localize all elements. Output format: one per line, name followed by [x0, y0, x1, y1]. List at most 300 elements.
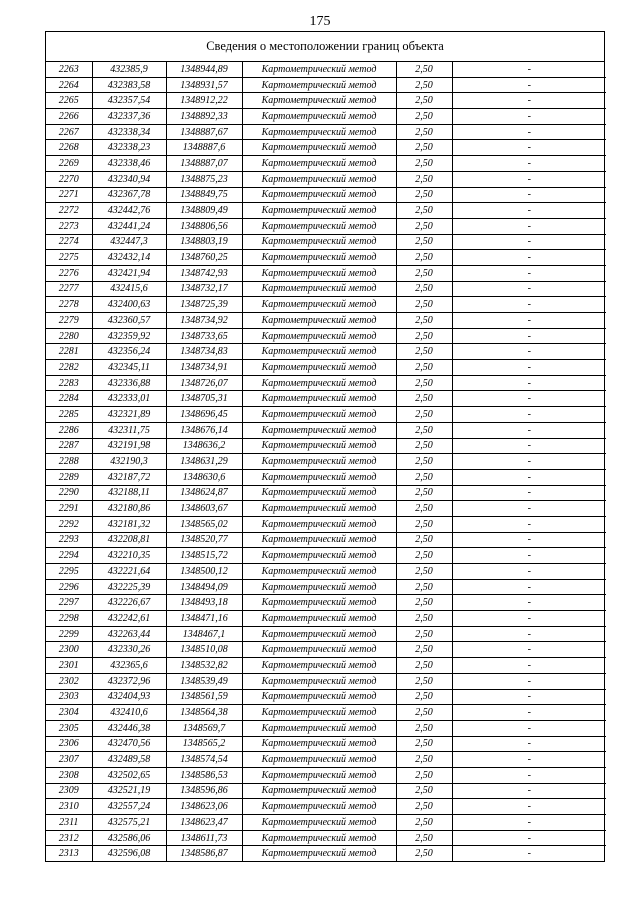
- method-cell: Картометрический метод: [242, 532, 396, 548]
- description-cell: -: [452, 720, 606, 736]
- table-row: [46, 532, 606, 548]
- point-number-cell: 2301: [46, 658, 92, 674]
- accuracy-cell: 2,50: [396, 281, 452, 297]
- y-coordinate-cell: 1348565,2: [166, 736, 242, 752]
- method-cell: Картометрический метод: [242, 736, 396, 752]
- y-coordinate-cell: 1348574,54: [166, 752, 242, 768]
- accuracy-cell: 2,50: [396, 642, 452, 658]
- accuracy-cell: 2,50: [396, 767, 452, 783]
- accuracy-cell: 2,50: [396, 422, 452, 438]
- accuracy-cell: 2,50: [396, 626, 452, 642]
- accuracy-cell: 2,50: [396, 579, 452, 595]
- method-cell: Картометрический метод: [242, 469, 396, 485]
- y-coordinate-cell: 1348520,77: [166, 532, 242, 548]
- description-cell: -: [452, 611, 606, 627]
- y-coordinate-cell: 1348875,23: [166, 171, 242, 187]
- point-number-cell: 2311: [46, 815, 92, 831]
- point-number-cell: 2284: [46, 391, 92, 407]
- y-coordinate-cell: 1348696,45: [166, 407, 242, 423]
- point-number-cell: 2276: [46, 265, 92, 281]
- accuracy-cell: 2,50: [396, 328, 452, 344]
- y-coordinate-cell: 1348887,67: [166, 124, 242, 140]
- point-number-cell: 2269: [46, 156, 92, 172]
- y-coordinate-cell: 1348611,73: [166, 830, 242, 846]
- description-cell: -: [452, 799, 606, 815]
- method-cell: Картометрический метод: [242, 265, 396, 281]
- method-cell: Картометрический метод: [242, 642, 396, 658]
- method-cell: Картометрический метод: [242, 595, 396, 611]
- table-row: [46, 469, 606, 485]
- description-cell: -: [452, 516, 606, 532]
- x-coordinate-cell: 432340,94: [92, 171, 166, 187]
- table-row: [46, 799, 606, 815]
- accuracy-cell: 2,50: [396, 454, 452, 470]
- accuracy-cell: 2,50: [396, 265, 452, 281]
- point-number-cell: 2296: [46, 579, 92, 595]
- y-coordinate-cell: 1348532,82: [166, 658, 242, 674]
- accuracy-cell: 2,50: [396, 140, 452, 156]
- point-number-cell: 2283: [46, 375, 92, 391]
- point-number-cell: 2266: [46, 109, 92, 125]
- method-cell: Картометрический метод: [242, 626, 396, 642]
- y-coordinate-cell: 1348887,07: [166, 156, 242, 172]
- y-coordinate-cell: 1348565,02: [166, 516, 242, 532]
- accuracy-cell: 2,50: [396, 297, 452, 313]
- point-number-cell: 2280: [46, 328, 92, 344]
- x-coordinate-cell: 432586,06: [92, 830, 166, 846]
- accuracy-cell: 2,50: [396, 705, 452, 721]
- description-cell: -: [452, 815, 606, 831]
- description-cell: -: [452, 124, 606, 140]
- accuracy-cell: 2,50: [396, 548, 452, 564]
- method-cell: Картометрический метод: [242, 516, 396, 532]
- y-coordinate-cell: 1348742,93: [166, 265, 242, 281]
- point-number-cell: 2302: [46, 673, 92, 689]
- accuracy-cell: 2,50: [396, 187, 452, 203]
- accuracy-cell: 2,50: [396, 234, 452, 250]
- accuracy-cell: 2,50: [396, 438, 452, 454]
- table-row: [46, 752, 606, 768]
- x-coordinate-cell: 432210,35: [92, 548, 166, 564]
- description-cell: -: [452, 579, 606, 595]
- y-coordinate-cell: 1348676,14: [166, 422, 242, 438]
- table-row: [46, 516, 606, 532]
- y-coordinate-cell: 1348809,49: [166, 203, 242, 219]
- method-cell: Картометрический метод: [242, 438, 396, 454]
- accuracy-cell: 2,50: [396, 171, 452, 187]
- method-cell: Картометрический метод: [242, 187, 396, 203]
- method-cell: Картометрический метод: [242, 673, 396, 689]
- method-cell: Картометрический метод: [242, 752, 396, 768]
- y-coordinate-cell: 1348539,49: [166, 673, 242, 689]
- table-row: [46, 360, 606, 376]
- x-coordinate-cell: 432187,72: [92, 469, 166, 485]
- description-cell: -: [452, 250, 606, 266]
- y-coordinate-cell: 1348760,25: [166, 250, 242, 266]
- point-number-cell: 2270: [46, 171, 92, 187]
- table-row: [46, 203, 606, 219]
- point-number-cell: 2289: [46, 469, 92, 485]
- x-coordinate-cell: 432557,24: [92, 799, 166, 815]
- y-coordinate-cell: 1348944,89: [166, 62, 242, 77]
- table-row: [46, 720, 606, 736]
- y-coordinate-cell: 1348725,39: [166, 297, 242, 313]
- point-number-cell: 2297: [46, 595, 92, 611]
- method-cell: Картометрический метод: [242, 203, 396, 219]
- accuracy-cell: 2,50: [396, 375, 452, 391]
- y-coordinate-cell: 1348569,7: [166, 720, 242, 736]
- table-row: [46, 815, 606, 831]
- table-row: [46, 767, 606, 783]
- y-coordinate-cell: 1348624,87: [166, 485, 242, 501]
- y-coordinate-cell: 1348726,07: [166, 375, 242, 391]
- table-row: [46, 595, 606, 611]
- method-cell: Картометрический метод: [242, 313, 396, 329]
- accuracy-cell: 2,50: [396, 564, 452, 580]
- accuracy-cell: 2,50: [396, 360, 452, 376]
- x-coordinate-cell: 432181,32: [92, 516, 166, 532]
- accuracy-cell: 2,50: [396, 407, 452, 423]
- accuracy-cell: 2,50: [396, 109, 452, 125]
- description-cell: -: [452, 422, 606, 438]
- table-row: [46, 234, 606, 250]
- method-cell: Картометрический метод: [242, 93, 396, 109]
- accuracy-cell: 2,50: [396, 77, 452, 93]
- x-coordinate-cell: 432242,61: [92, 611, 166, 627]
- description-cell: -: [452, 469, 606, 485]
- point-number-cell: 2274: [46, 234, 92, 250]
- point-number-cell: 2271: [46, 187, 92, 203]
- accuracy-cell: 2,50: [396, 846, 452, 861]
- description-cell: -: [452, 234, 606, 250]
- x-coordinate-cell: 432180,86: [92, 501, 166, 517]
- table-row: [46, 501, 606, 517]
- point-number-cell: 2305: [46, 720, 92, 736]
- point-number-cell: 2309: [46, 783, 92, 799]
- accuracy-cell: 2,50: [396, 313, 452, 329]
- point-number-cell: 2263: [46, 62, 92, 77]
- accuracy-cell: 2,50: [396, 469, 452, 485]
- method-cell: Картометрический метод: [242, 705, 396, 721]
- method-cell: Картометрический метод: [242, 689, 396, 705]
- point-number-cell: 2278: [46, 297, 92, 313]
- accuracy-cell: 2,50: [396, 783, 452, 799]
- table-row: [46, 265, 606, 281]
- table-row: [46, 830, 606, 846]
- x-coordinate-cell: 432338,23: [92, 140, 166, 156]
- x-coordinate-cell: 432359,92: [92, 328, 166, 344]
- point-number-cell: 2307: [46, 752, 92, 768]
- x-coordinate-cell: 432410,6: [92, 705, 166, 721]
- accuracy-cell: 2,50: [396, 720, 452, 736]
- table-row: [46, 250, 606, 266]
- method-cell: Картометрический метод: [242, 281, 396, 297]
- description-cell: -: [452, 689, 606, 705]
- x-coordinate-cell: 432221,64: [92, 564, 166, 580]
- description-cell: -: [452, 187, 606, 203]
- table-row: [46, 391, 606, 407]
- point-number-cell: 2304: [46, 705, 92, 721]
- x-coordinate-cell: 432442,76: [92, 203, 166, 219]
- x-coordinate-cell: 432360,57: [92, 313, 166, 329]
- point-number-cell: 2265: [46, 93, 92, 109]
- x-coordinate-cell: 432191,98: [92, 438, 166, 454]
- description-cell: -: [452, 203, 606, 219]
- method-cell: Картометрический метод: [242, 579, 396, 595]
- y-coordinate-cell: 1348623,47: [166, 815, 242, 831]
- y-coordinate-cell: 1348806,56: [166, 218, 242, 234]
- description-cell: -: [452, 265, 606, 281]
- point-number-cell: 2277: [46, 281, 92, 297]
- table-row: [46, 313, 606, 329]
- description-cell: -: [452, 62, 606, 77]
- x-coordinate-cell: 432415,6: [92, 281, 166, 297]
- table-row: [46, 407, 606, 423]
- description-cell: -: [452, 218, 606, 234]
- point-number-cell: 2313: [46, 846, 92, 861]
- point-number-cell: 2312: [46, 830, 92, 846]
- description-cell: -: [452, 328, 606, 344]
- accuracy-cell: 2,50: [396, 250, 452, 266]
- point-number-cell: 2275: [46, 250, 92, 266]
- description-cell: -: [452, 767, 606, 783]
- x-coordinate-cell: 432441,24: [92, 218, 166, 234]
- x-coordinate-cell: 432321,89: [92, 407, 166, 423]
- table-row: [46, 673, 606, 689]
- description-cell: -: [452, 705, 606, 721]
- accuracy-cell: 2,50: [396, 93, 452, 109]
- point-number-cell: 2267: [46, 124, 92, 140]
- table-row: [46, 626, 606, 642]
- point-number-cell: 2310: [46, 799, 92, 815]
- x-coordinate-cell: 432357,54: [92, 93, 166, 109]
- point-number-cell: 2293: [46, 532, 92, 548]
- table-row: [46, 124, 606, 140]
- y-coordinate-cell: 1348892,33: [166, 109, 242, 125]
- description-cell: -: [452, 532, 606, 548]
- y-coordinate-cell: 1348849,75: [166, 187, 242, 203]
- point-number-cell: 2286: [46, 422, 92, 438]
- y-coordinate-cell: 1348510,08: [166, 642, 242, 658]
- table-row: [46, 344, 606, 360]
- y-coordinate-cell: 1348493,18: [166, 595, 242, 611]
- table-row: [46, 689, 606, 705]
- accuracy-cell: 2,50: [396, 344, 452, 360]
- table-row: [46, 658, 606, 674]
- y-coordinate-cell: 1348734,91: [166, 360, 242, 376]
- method-cell: Картометрический метод: [242, 799, 396, 815]
- method-cell: Картометрический метод: [242, 501, 396, 517]
- point-number-cell: 2281: [46, 344, 92, 360]
- table-row: [46, 109, 606, 125]
- point-number-cell: 2291: [46, 501, 92, 517]
- accuracy-cell: 2,50: [396, 815, 452, 831]
- x-coordinate-cell: 432502,65: [92, 767, 166, 783]
- y-coordinate-cell: 1348623,06: [166, 799, 242, 815]
- table-row: [46, 422, 606, 438]
- description-cell: -: [452, 564, 606, 580]
- method-cell: Картометрический метод: [242, 767, 396, 783]
- table-row: [46, 375, 606, 391]
- x-coordinate-cell: 432372,96: [92, 673, 166, 689]
- description-cell: -: [452, 658, 606, 674]
- table-row: [46, 156, 606, 172]
- accuracy-cell: 2,50: [396, 673, 452, 689]
- method-cell: Картометрический метод: [242, 830, 396, 846]
- x-coordinate-cell: 432365,6: [92, 658, 166, 674]
- table-row: [46, 642, 606, 658]
- point-number-cell: 2272: [46, 203, 92, 219]
- point-number-cell: 2288: [46, 454, 92, 470]
- point-number-cell: 2306: [46, 736, 92, 752]
- y-coordinate-cell: 1348734,92: [166, 313, 242, 329]
- description-cell: -: [452, 109, 606, 125]
- y-coordinate-cell: 1348732,17: [166, 281, 242, 297]
- description-cell: -: [452, 375, 606, 391]
- table-row: [46, 548, 606, 564]
- point-number-cell: 2308: [46, 767, 92, 783]
- table-row: [46, 171, 606, 187]
- x-coordinate-cell: 432446,38: [92, 720, 166, 736]
- accuracy-cell: 2,50: [396, 218, 452, 234]
- table-row: [46, 485, 606, 501]
- table-row: [46, 736, 606, 752]
- x-coordinate-cell: 432421,94: [92, 265, 166, 281]
- x-coordinate-cell: 432356,24: [92, 344, 166, 360]
- accuracy-cell: 2,50: [396, 516, 452, 532]
- point-number-cell: 2303: [46, 689, 92, 705]
- y-coordinate-cell: 1348636,2: [166, 438, 242, 454]
- x-coordinate-cell: 432188,11: [92, 485, 166, 501]
- y-coordinate-cell: 1348500,12: [166, 564, 242, 580]
- y-coordinate-cell: 1348467,1: [166, 626, 242, 642]
- description-cell: -: [452, 595, 606, 611]
- x-coordinate-cell: 432338,46: [92, 156, 166, 172]
- table-row: [46, 454, 606, 470]
- x-coordinate-cell: 432336,88: [92, 375, 166, 391]
- accuracy-cell: 2,50: [396, 391, 452, 407]
- y-coordinate-cell: 1348912,22: [166, 93, 242, 109]
- method-cell: Картометрический метод: [242, 454, 396, 470]
- description-cell: -: [452, 673, 606, 689]
- y-coordinate-cell: 1348471,16: [166, 611, 242, 627]
- point-number-cell: 2264: [46, 77, 92, 93]
- description-cell: -: [452, 783, 606, 799]
- table-row: [46, 846, 606, 861]
- description-cell: -: [452, 297, 606, 313]
- method-cell: Картометрический метод: [242, 658, 396, 674]
- x-coordinate-cell: 432432,14: [92, 250, 166, 266]
- accuracy-cell: 2,50: [396, 736, 452, 752]
- method-cell: Картометрический метод: [242, 375, 396, 391]
- boundary-table-container: [45, 31, 605, 862]
- y-coordinate-cell: 1348586,53: [166, 767, 242, 783]
- x-coordinate-cell: 432575,21: [92, 815, 166, 831]
- description-cell: -: [452, 391, 606, 407]
- table-row: [46, 93, 606, 109]
- y-coordinate-cell: 1348733,65: [166, 328, 242, 344]
- x-coordinate-cell: 432190,3: [92, 454, 166, 470]
- method-cell: Картометрический метод: [242, 124, 396, 140]
- y-coordinate-cell: 1348603,67: [166, 501, 242, 517]
- accuracy-cell: 2,50: [396, 124, 452, 140]
- x-coordinate-cell: 432345,11: [92, 360, 166, 376]
- description-cell: -: [452, 281, 606, 297]
- point-number-cell: 2268: [46, 140, 92, 156]
- method-cell: Картометрический метод: [242, 250, 396, 266]
- method-cell: Картометрический метод: [242, 720, 396, 736]
- point-number-cell: 2285: [46, 407, 92, 423]
- description-cell: -: [452, 548, 606, 564]
- description-cell: -: [452, 846, 606, 861]
- method-cell: Картометрический метод: [242, 422, 396, 438]
- description-cell: -: [452, 344, 606, 360]
- method-cell: Картометрический метод: [242, 783, 396, 799]
- x-coordinate-cell: 432330,26: [92, 642, 166, 658]
- method-cell: Картометрический метод: [242, 485, 396, 501]
- y-coordinate-cell: 1348705,31: [166, 391, 242, 407]
- x-coordinate-cell: 432470,56: [92, 736, 166, 752]
- table-row: [46, 218, 606, 234]
- point-number-cell: 2298: [46, 611, 92, 627]
- method-cell: Картометрический метод: [242, 109, 396, 125]
- table-row: [46, 783, 606, 799]
- method-cell: Картометрический метод: [242, 611, 396, 627]
- description-cell: -: [452, 313, 606, 329]
- page-number: 175: [309, 14, 331, 29]
- table-row: [46, 62, 606, 77]
- description-cell: -: [452, 156, 606, 172]
- method-cell: Картометрический метод: [242, 62, 396, 77]
- accuracy-cell: 2,50: [396, 532, 452, 548]
- x-coordinate-cell: 432263,44: [92, 626, 166, 642]
- accuracy-cell: 2,50: [396, 830, 452, 846]
- table-row: [46, 579, 606, 595]
- y-coordinate-cell: 1348630,6: [166, 469, 242, 485]
- description-cell: -: [452, 736, 606, 752]
- table-row: [46, 438, 606, 454]
- y-coordinate-cell: 1348494,09: [166, 579, 242, 595]
- x-coordinate-cell: 432338,34: [92, 124, 166, 140]
- point-number-cell: 2290: [46, 485, 92, 501]
- table-row: [46, 77, 606, 93]
- coordinates-table-body: [46, 62, 606, 861]
- method-cell: Картометрический метод: [242, 815, 396, 831]
- description-cell: -: [452, 454, 606, 470]
- point-number-cell: 2273: [46, 218, 92, 234]
- description-cell: -: [452, 77, 606, 93]
- x-coordinate-cell: 432226,67: [92, 595, 166, 611]
- x-coordinate-cell: 432400,63: [92, 297, 166, 313]
- method-cell: Картометрический метод: [242, 360, 396, 376]
- accuracy-cell: 2,50: [396, 799, 452, 815]
- x-coordinate-cell: 432367,78: [92, 187, 166, 203]
- coordinates-table: [46, 62, 606, 861]
- method-cell: Картометрический метод: [242, 564, 396, 580]
- table-row: [46, 611, 606, 627]
- y-coordinate-cell: 1348631,29: [166, 454, 242, 470]
- method-cell: Картометрический метод: [242, 77, 396, 93]
- point-number-cell: 2295: [46, 564, 92, 580]
- point-number-cell: 2282: [46, 360, 92, 376]
- table-row: [46, 705, 606, 721]
- accuracy-cell: 2,50: [396, 485, 452, 501]
- x-coordinate-cell: 432521,19: [92, 783, 166, 799]
- accuracy-cell: 2,50: [396, 689, 452, 705]
- point-number-cell: 2300: [46, 642, 92, 658]
- table-row: [46, 297, 606, 313]
- method-cell: Картометрический метод: [242, 344, 396, 360]
